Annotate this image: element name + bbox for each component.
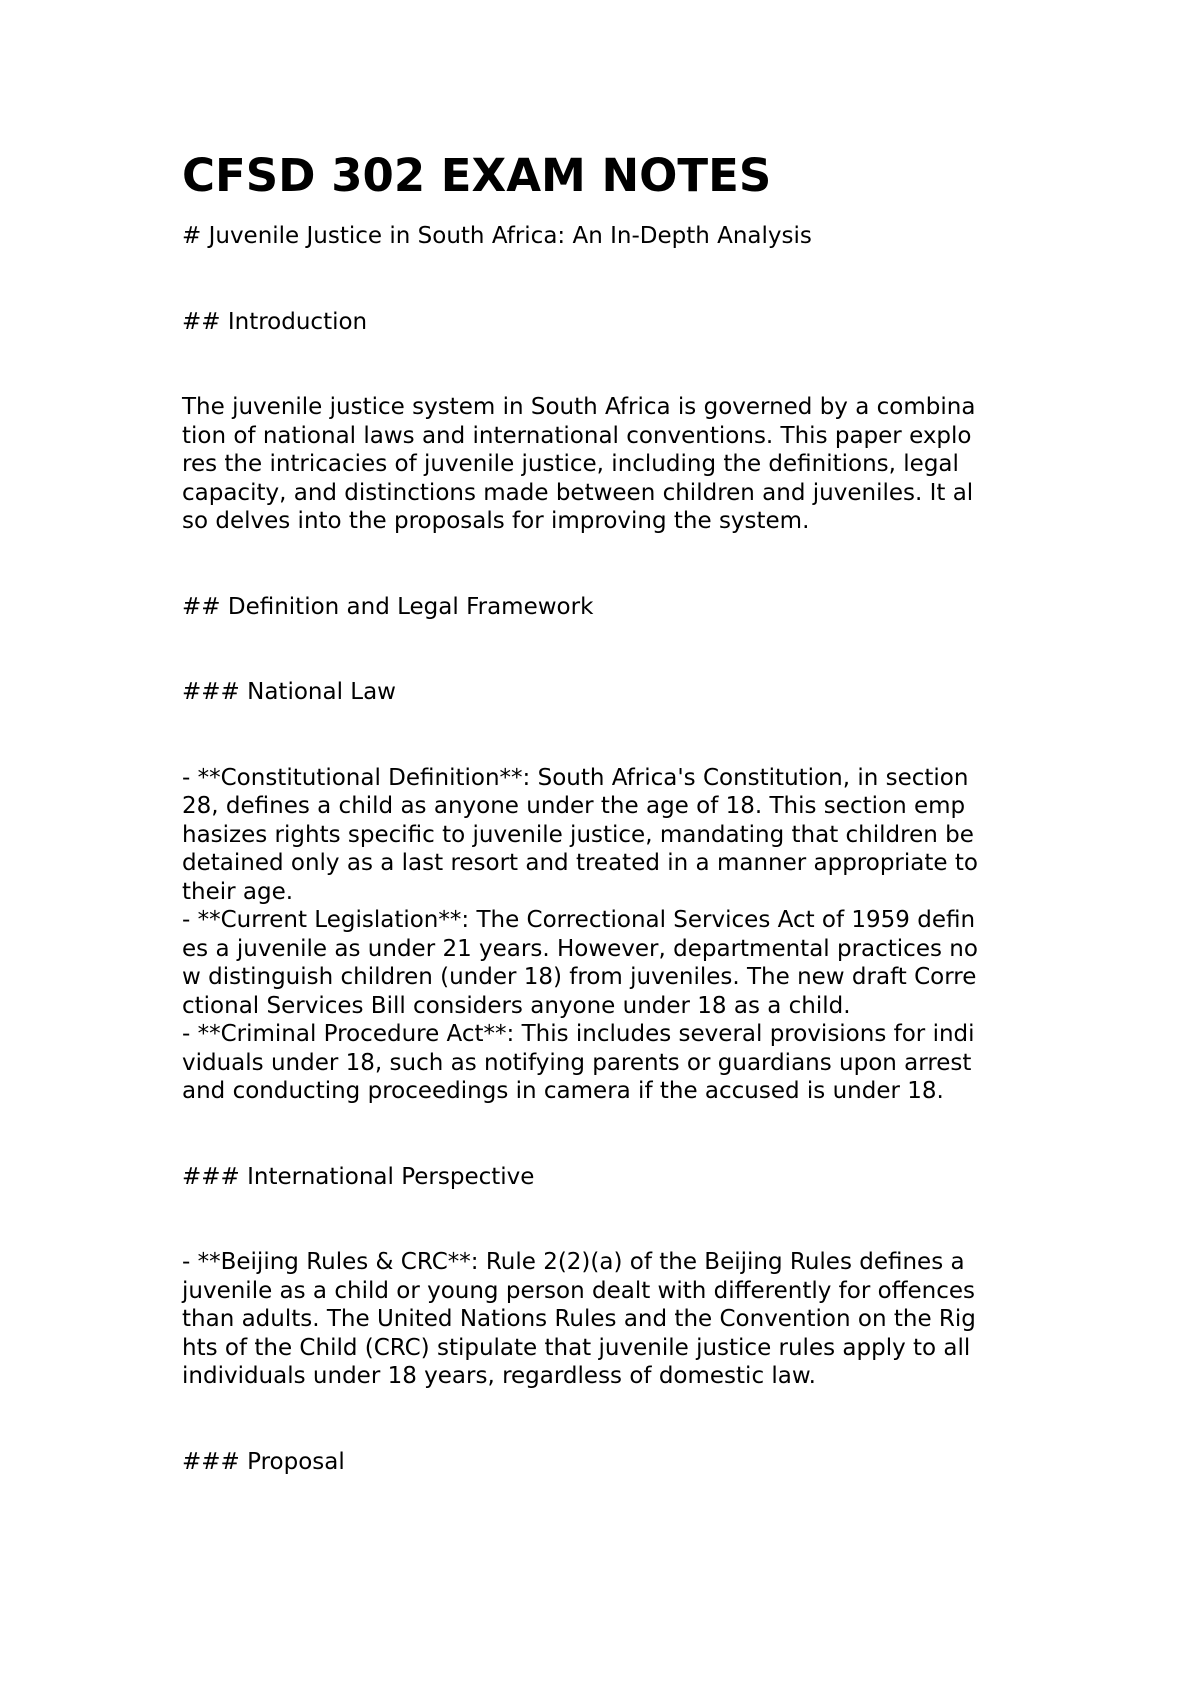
list-line: individuals under 18 years, regardless of domestic law. xyxy=(182,1363,816,1389)
definition-heading: ## Definition and Legal Framework xyxy=(182,593,594,620)
paragraph-line: capacity, and distinctions made between children and juveniles. It al xyxy=(182,479,974,506)
list-line: es a juvenile as under 21 years. However, departmental practices no xyxy=(182,935,978,962)
main-heading: # Juvenile Justice in South Africa: An In-Depth Analysis xyxy=(182,223,812,249)
list-line: - **Current Legislation**: The Correctional Services Act of 1959 defin xyxy=(182,907,976,933)
list-line: juvenile as a child or young person dealt with differently for offences xyxy=(182,1277,976,1304)
document-content xyxy=(182,148,1062,1476)
national-law-list xyxy=(182,764,1062,1106)
document-title: CFSD 302 EXAM NOTES xyxy=(182,149,772,202)
list-line: detained only as a last resort and treated in a manner appropriate to xyxy=(182,850,978,876)
international-heading: ### International Perspective xyxy=(182,1163,535,1190)
list-line: hts of the Child (CRC) stipulate that juvenile justice rules apply to all xyxy=(182,1334,971,1361)
list-line: and conducting proceedings in camera if the accused is under 18. xyxy=(182,1078,944,1104)
list-line: - **Constitutional Definition**: South Africa's Constitution, in section xyxy=(182,764,969,791)
paragraph-line: The juvenile justice system in South Africa is governed by a combina xyxy=(182,394,976,420)
list-line: ctional Services Bill considers anyone under 18 as a child. xyxy=(182,992,851,1019)
paragraph-line: so delves into the proposals for improving the system. xyxy=(182,508,810,534)
list-line: w distinguish children (under 18) from juveniles. The new draft Corre xyxy=(182,964,977,990)
list-line: viduals under 18, such as notifying parents or guardians upon arrest xyxy=(182,1049,972,1076)
paragraph-line: tion of national laws and international conventions. This paper explo xyxy=(182,422,972,449)
introduction-paragraph xyxy=(182,393,1062,536)
international-list xyxy=(182,1248,1062,1391)
paragraph-line: res the intricacies of juvenile justice, including the definitions, legal xyxy=(182,451,959,477)
list-line: than adults. The United Nations Rules and the Convention on the Rig xyxy=(182,1306,976,1332)
national-law-heading: ### National Law xyxy=(182,679,396,705)
introduction-heading: ## Introduction xyxy=(182,308,368,335)
list-line: - **Criminal Procedure Act**: This includes several provisions for indi xyxy=(182,1021,975,1047)
list-line: their age. xyxy=(182,878,294,905)
proposal-heading: ### Proposal xyxy=(182,1448,345,1475)
list-line: 28, defines a child as anyone under the age of 18. This section emp xyxy=(182,793,966,819)
list-line: - **Beijing Rules & CRC**: Rule 2(2)(a) of the Beijing Rules defines a xyxy=(182,1249,965,1275)
list-line: hasizes rights specific to juvenile justice, mandating that children be xyxy=(182,821,974,848)
